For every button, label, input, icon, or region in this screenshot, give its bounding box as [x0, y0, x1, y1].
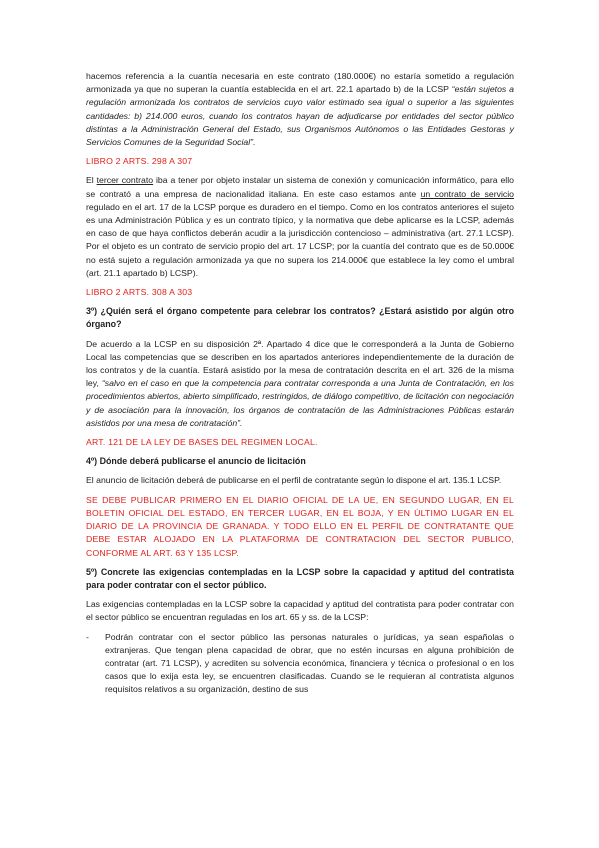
- red-answer-block: SE DEBE PUBLICAR PRIMERO EN EL DIARIO OFICIAL DE LA UE, EN SEGUNDO LUGAR, EN EL BOLETIN OFICIAL DEL ESTADO, EN TERCER LUGAR, EN EL BOJA, Y EN ÚLTIMO LUGAR EN EL DIARIO DE LA PROVINCIA DE GRANADA. Y TODO ELLO EN EL PERFIL DE CONTRATANTE QUE DEBE ESTAR ALOJADO EN LA PLATAFORMA DE CONTRATACION DEL SECTOR PUBLICO, CONFORME AL ART. 63 Y 135 LCSP.: [86, 494, 514, 558]
- bullet-list: [86, 631, 514, 697]
- paragraph-text: iba a tener por objeto instalar un sistema de conexión y comunicación informático, para ello se contrató a una empresa de nacionalidad italiana. En este caso estamos ante: [86, 175, 514, 199]
- paragraph-organo-competente: [86, 338, 514, 430]
- question-heading: 5º) Concrete las exigencias contempladas en la LCSP sobre la capacidad y aptitud del contratista para poder contratar con el sector público.: [86, 566, 514, 590]
- legal-quote: “están sujetos a regulación armonizada los contratos de servicios cuyo valor estimado sea igual o superior a las siguientes cantidades: b) 214.000 euros, cuando los contratos hayan de adjudicarse por entidades del sector público distintas a la Administración General del Estado, sus Organismos Autónomos o las Entidades Gestoras y Servicios Comunes de la Seguridad Social”.: [86, 84, 514, 148]
- paragraph-text: hacemos referencia a la cuantía necesaria en este contrato (180.000€) no estaría sometido a regulación armonizada ya que no superan la cuantía establecida en el art. 22.1 apartado b) de la LCSP: [86, 71, 514, 95]
- paragraph-text: El: [86, 175, 97, 186]
- list-item: [86, 631, 514, 697]
- dash-bullet: -: [86, 631, 89, 642]
- paragraph-exigencias: Las exigencias contempladas en la LCSP sobre la capacidad y aptitud del contratista para poder contratar con el sector público se encuentran reguladas en los art. 65 y ss. de la LCSP:: [86, 599, 514, 623]
- reference-note: LIBRO 2 ARTS. 298 A 307: [86, 156, 193, 167]
- paragraph-regulacion-armonizada: [86, 70, 514, 149]
- legal-quote: “salvo en el caso en que la competencia para contratar corresponda a una Junta de Contratación, en los procedimientos abiertos, abierto simplificado, restringidos, de diálogo competitivo, de licitación con negociación y de asociación para la innovación, los órganos de contratación de las Administraciones Públicas estarán asistidos por una mesa de contratación”.: [86, 378, 514, 428]
- paragraph-anuncio: El anuncio de licitación deberá de publicarse en el perfil de contratante según lo dispone el art. 135.1 LCSP.: [86, 475, 502, 486]
- list-item-text: Podrán contratar con el sector público las personas naturales o jurídicas, ya sean españolas o extranjeras. Que tengan plena capacidad de obrar, que no estén incursas en alguna prohibición de contratar (art. 71 LCSP), y acrediten su solvencia económica, financiera y técnica o profesional o en los casos que lo exija esta ley, se encuentren clasificadas. Cuando se le requieran al contratista algunos requisitos relativos a su organización, destino de sus: [105, 631, 514, 695]
- underlined-term: un contrato de servicio: [420, 188, 514, 199]
- question-heading: 3º) ¿Quién será el órgano competente para celebrar los contratos? ¿Estará asistido por algún otro órgano?: [86, 306, 514, 330]
- question-heading: 4º) Dónde deberá publicarse el anuncio de licitación: [86, 456, 306, 467]
- document-page: [86, 70, 514, 697]
- paragraph-text: regulado en el art. 17 de la LCSP porque es duradero en el tiempo. Como en los contratos anteriores el sujeto es una Administración Pública y es un contrato típico, y la normativa que debe aplicarse es la LCSP, además en caso de que haya conflictos deberán acudir a la jurisdicción contencioso – administrativa (art. 27.1 LCSP). Por el objeto es un contrato de servicio propio del art. 17 LCSP; por la cuantía del contrato que es de 50.000€ no está sujeto a regulación armonizada ya que no supera los 214.000€ que establece la ley como el umbral (art. 21.1 apartado b) LCSP).: [86, 201, 514, 278]
- paragraph-tercer-contrato: [86, 174, 514, 280]
- paragraph-text: De acuerdo a la LCSP en su disposición 2ª. Apartado 4 dice que le corresponderá a la Junta de Gobierno Local las competencias que se describen en los apartados anteriores independientemente de la duración de los contratos y de la cuantía. Estará asistido por la mesa de contratación descrita en el art. 326 de la misma ley,: [86, 338, 514, 389]
- underlined-term: tercer contrato: [96, 175, 154, 186]
- reference-note: LIBRO 2 ARTS. 308 A 303: [86, 287, 193, 298]
- reference-note: ART. 121 DE LA LEY DE BASES DEL REGIMEN LOCAL.: [86, 437, 318, 448]
